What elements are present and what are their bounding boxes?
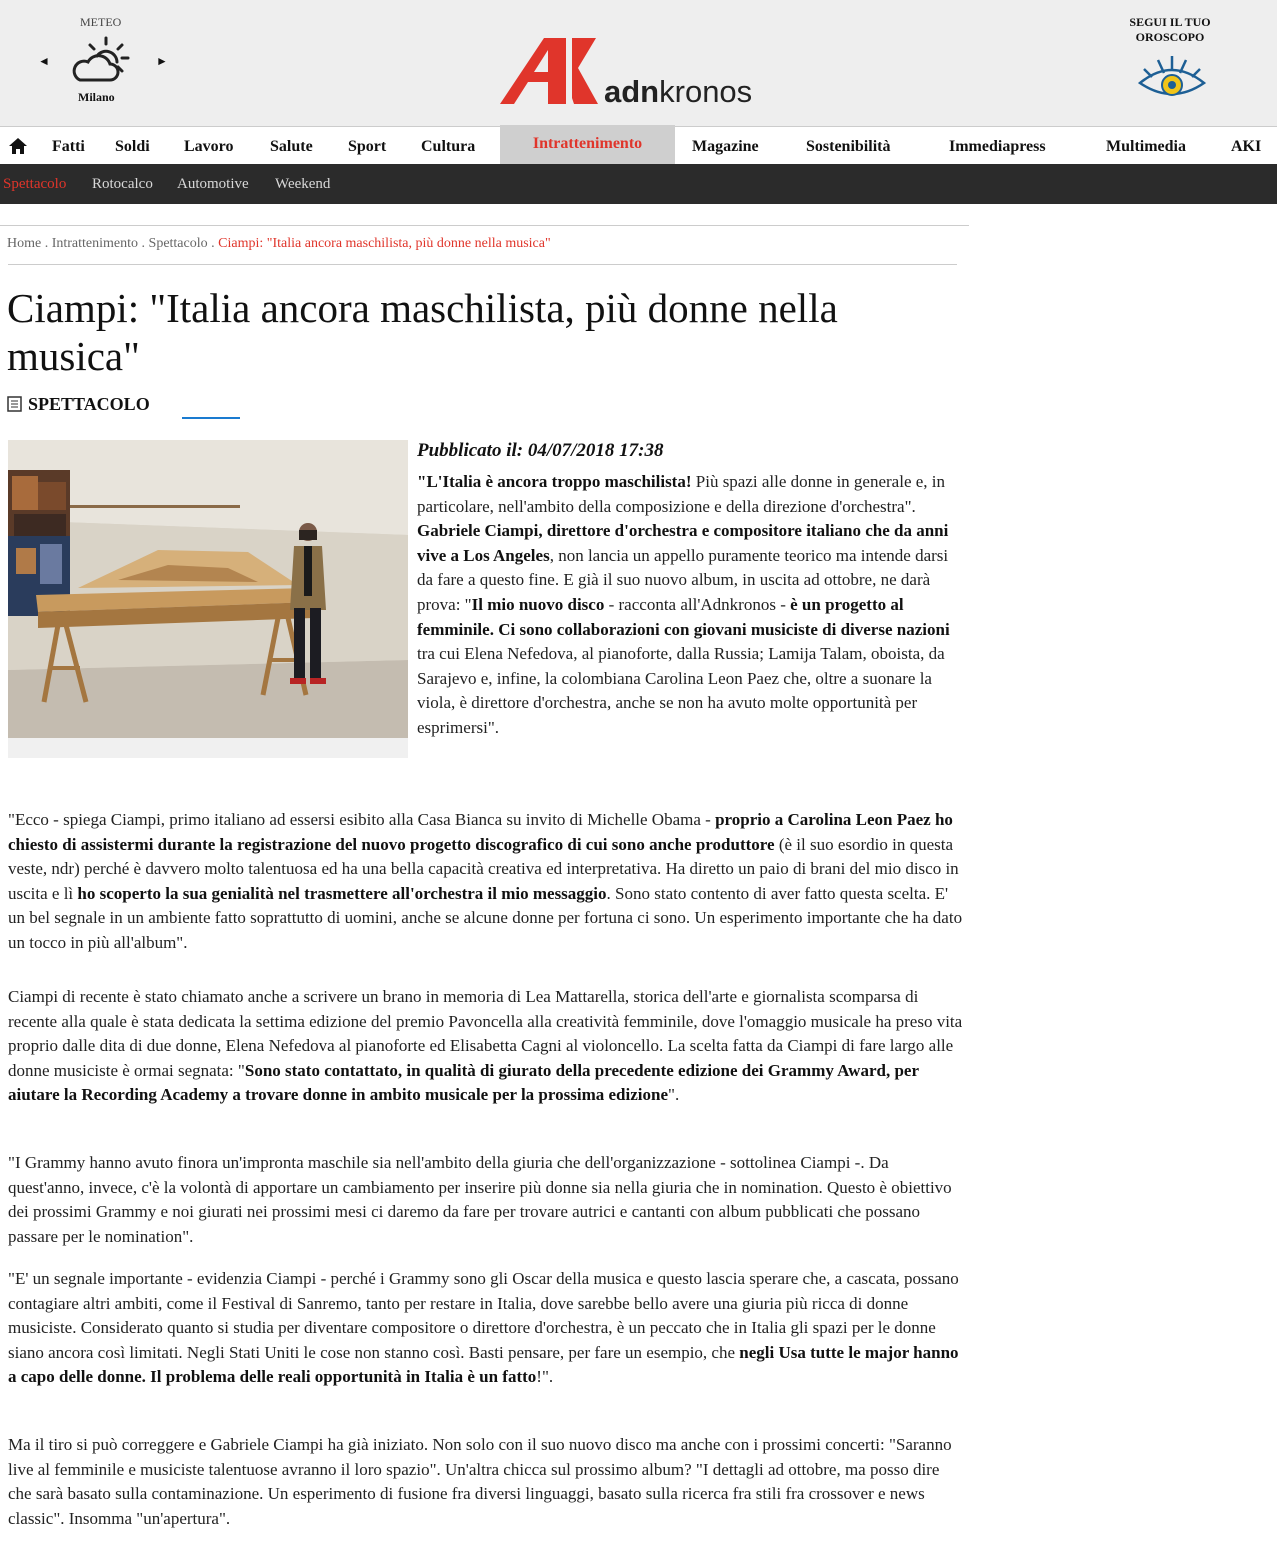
lead-text-4: tra cui Elena Nefedova, al pianoforte, dalla Russia; Lamija Talam, oboista, da Sarajevo e, infine, la colombiana Carolina Leon Paez che, oltre a suonare la viola, è direttore d'orchestra, anche se non ha avuto molte opportunità per esprimersi".: [417, 644, 945, 737]
horoscope-label-line1: SEGUI IL TUO: [1129, 15, 1211, 29]
p4-text-1: "E' un segnale importante - evidenzia Ciampi - perché i Grammy sono gli Oscar della musica e questo lascia sperare che, a cascata, possano contagiare altri ambiti, come il Festival di Sanremo, tanto per restare in Italia, dove sarebbe bello avere una giuria più ricca di donne musiciste. Considerato quanto si studia per diventare compositore o direttore d'orchestra, è un peccato che in Italia gli spazi per le donne siano ancora così limitati. Negli Stati Uniti le cose non stanno così. Basti pensare, per fare un esempio, che: [8, 1269, 959, 1362]
p2-bold-1: Sono stato contattato, in qualità di giurato della precedente edizione dei Grammy Award, per aiutare la Recording Academy a trovare donne in ambito musicale per la prossima edizione: [8, 1060, 919, 1105]
breadcrumb-spettacolo[interactable]: Spettacolo: [148, 236, 208, 251]
eye-icon[interactable]: [1138, 55, 1206, 107]
logo-wordmark[interactable]: [604, 74, 752, 110]
lead-bold-1: "L'Italia è ancora troppo maschilista!: [417, 472, 692, 491]
meteo-prev-arrow[interactable]: ◄: [38, 54, 50, 68]
p4-bold-1: negli Usa tutte le major hanno a capo delle donne. Il problema delle reali opportunità in Italia è un fatto: [8, 1342, 959, 1387]
nav-item-aki[interactable]: AKI: [1231, 138, 1262, 155]
subnav-item-automotive[interactable]: Automotive: [177, 176, 249, 192]
article-lead: [417, 470, 962, 741]
p1-text-1: "Ecco - spiega Ciampi, primo italiano ad essersi esibito alla Casa Bianca su invito di Michelle Obama -: [8, 810, 716, 829]
p1-bold-1: proprio a Carolina Leon Paez ho chiesto di assistermi durante la registrazione del nuovo progetto discografico di cui sono anche produttore: [8, 810, 953, 854]
lead-text-3: - racconta all'Adnkronos -: [604, 594, 791, 614]
breadcrumb-intrattenimento[interactable]: Intrattenimento: [51, 236, 139, 251]
p1-text-2: (è il suo esordio in questa veste, ndr) perché è davvero molto talentuosa ed ha una bella capacità creativa ed interpretativa. Ha diretto un paio di brani del mio disco in uscita e lì: [8, 834, 959, 903]
nav-item-magazine[interactable]: Magazine: [692, 138, 759, 155]
meteo-label: METEO: [80, 15, 122, 29]
page-title: Ciampi: "Italia ancora maschilista, più donne nella musica": [7, 285, 838, 379]
lead-text-2: , non lancia un appello puramente teorico ma intende darsi da fare a questo fine. E già il suo nuovo album, in uscita ad ottobre, ne darà prova: ": [417, 545, 949, 614]
p1-text-3: . Sono stato contento di aver fatto questa scelta. E' un bel segnale in un ambiente fatto soprattutto di uomini, anche se alcune donne per fortuna ci sono. Un esperimento importante che ha dato un tocco in più all'album".: [8, 883, 963, 952]
nav-item-sostenibilita[interactable]: Sostenibilità: [806, 138, 891, 155]
nav-item-cultura[interactable]: Cultura: [421, 138, 476, 155]
article-paragraph-5: Ma il tiro si può correggere e Gabriele Ciampi ha già iniziato. Non solo con il suo nuovo disco ma anche con i prossimi concerti: "Saranno live al femminile e musiciste talentuose avranno il loro spazio". Un'altra chicca sul prossimo album? "I dettagli ad ottobre, ma posso dire che sarà basato sulla contaminazione. Un esperimento di fusione fra diversi linguaggi, basato sulla ricerca fra stili fra crossover e news classic". Insomma "un'apertura".: [8, 1435, 952, 1528]
logo-bold: adn: [604, 74, 660, 109]
sub-nav: [0, 164, 1277, 204]
breadcrumb-home[interactable]: Home: [7, 236, 42, 251]
meteo-city: Milano: [78, 90, 115, 104]
adnkronos-logo[interactable]: [500, 38, 600, 106]
subnav-item-weekend[interactable]: Weekend: [275, 176, 331, 192]
nav-item-fatti[interactable]: Fatti: [52, 138, 85, 155]
category-text: SPETTACOLO: [28, 394, 150, 414]
nav-item-soldi[interactable]: Soldi: [115, 138, 150, 155]
p4-text-2: !".: [536, 1367, 554, 1387]
breadcrumb: Home . Intrattenimento . Spettacolo . Ciampi: "Italia ancora maschilista, più donne nella musica": [7, 236, 551, 251]
horoscope-label-line2: OROSCOPO: [1135, 30, 1205, 44]
subnav-item-spettacolo[interactable]: Spettacolo: [3, 176, 67, 192]
partly-cloudy-icon[interactable]: [70, 36, 132, 86]
article-paragraph-1: [8, 808, 963, 956]
lead-bold-3: Il mio nuovo disco: [471, 594, 605, 614]
article-paragraph-2: [8, 985, 963, 1108]
nav-item-immediapress[interactable]: Immediapress: [949, 138, 1046, 155]
top-header: [0, 0, 1277, 126]
subnav-item-rotocalco[interactable]: Rotocalco: [92, 176, 153, 192]
p2-text-1: Ciampi di recente è stato chiamato anche a scrivere un brano in memoria di Lea Mattarella, storica dell'arte e giornalista scomparsa di recente alla quale è stata dedicata la settima edizione del premio Pavoncella alla creatività femminile, dove l'omaggio musicale ha preso vita proprio dalle dita di due donne, Elena Nefedova al pianoforte ed Elisabetta Cagni al violoncello. La scelta fatta da Ciampi di fare largo alle donne musiciste è ormai segnata: ": [8, 987, 963, 1080]
category-underline: [182, 417, 240, 419]
breadcrumb-divider: [8, 264, 957, 265]
lead-bold-2: Gabriele Ciampi, direttore d'orchestra e compositore italiano che da anni vive a Los Angeles: [417, 521, 949, 565]
divider: [0, 225, 969, 226]
logo-regular: kronos: [659, 74, 753, 109]
document-icon: [7, 396, 22, 412]
p1-bold-2: ho scoperto la sua genialità nel trasmettere all'orchestra il mio messaggio: [77, 883, 607, 903]
nav-item-salute[interactable]: Salute: [270, 138, 313, 155]
photo-caption-bar: [8, 738, 408, 758]
article-paragraph-3: "I Grammy hanno avuto finora un'impronta maschile sia nell'ambito della giuria che dell'organizzazione - sottolinea Ciampi -. Da quest'anno, invece, c'è la volontà di apportare un cambiamento per inserire più donne sia nella giuria che in nomination. Questo è obiettivo dei prossimi Grammy e noi giurati nei prossimi mesi ci daremo da fare per trovare autrici e cantanti con album pubblicati che possano passare per le nomination".: [8, 1153, 952, 1246]
lead-text-1: Più spazi alle donne in generale e, in particolare, nell'ambito della composizione e della direzione d'orchestra".: [417, 472, 946, 516]
lead-bold-4: è un progetto al femminile. Ci sono collaborazioni con giovani musiciste di diverse nazioni: [417, 594, 950, 639]
category-label[interactable]: [7, 394, 150, 415]
nav-item-lavoro[interactable]: Lavoro: [184, 138, 234, 155]
meteo-next-arrow[interactable]: ►: [156, 54, 168, 68]
breadcrumb-current: Ciampi: "Italia ancora maschilista, più donne nella musica": [218, 236, 551, 251]
nav-item-intrattenimento[interactable]: Intrattenimento: [500, 125, 675, 165]
horoscope-label[interactable]: [1115, 15, 1225, 45]
article-photo[interactable]: [8, 440, 408, 738]
nav-item-multimedia[interactable]: Multimedia: [1106, 138, 1186, 155]
main-nav: [0, 126, 1277, 165]
home-icon[interactable]: [9, 138, 27, 154]
published-date: Pubblicato il: 04/07/2018 17:38: [417, 440, 664, 461]
nav-item-sport[interactable]: Sport: [348, 138, 387, 155]
article-paragraph-4: [8, 1267, 963, 1390]
p2-text-2: ".: [668, 1085, 680, 1105]
